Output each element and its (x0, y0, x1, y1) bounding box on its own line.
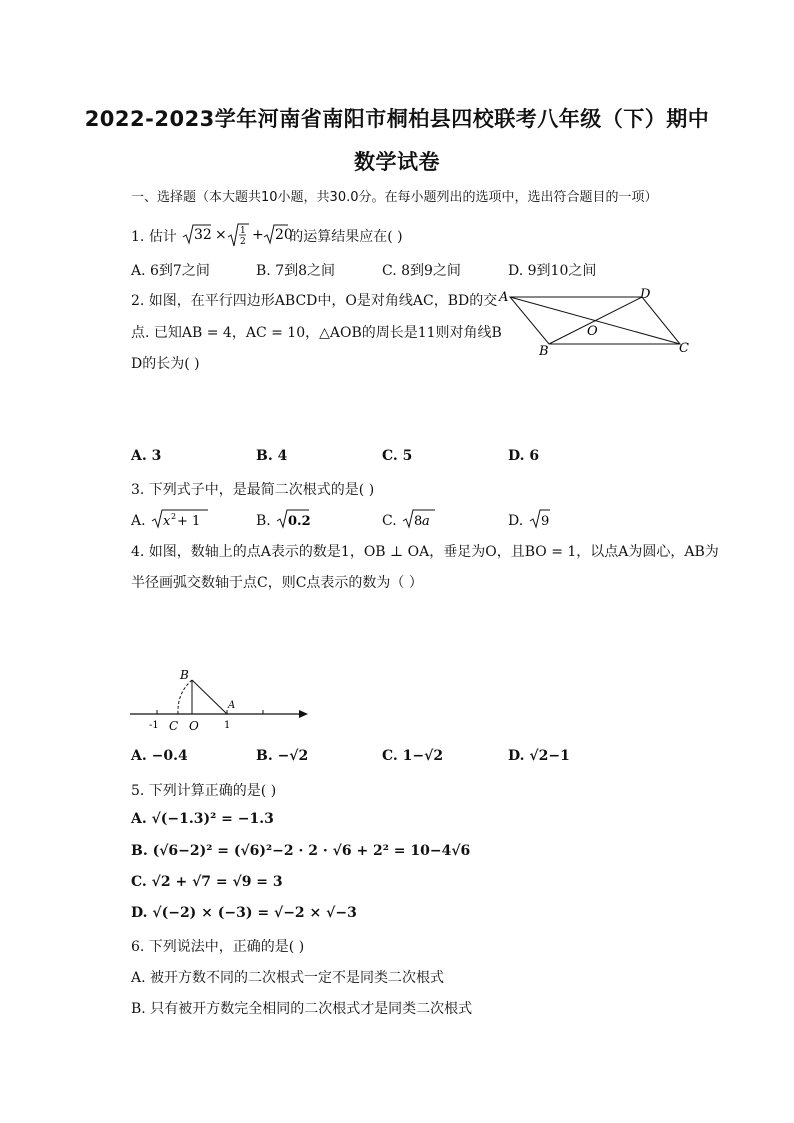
q4-option-c[interactable]: C. 1−√2 (382, 748, 444, 764)
svg-text:a: a (422, 514, 430, 529)
q6-option-b[interactable]: B. 只有被开方数完全相同的二次根式才是同类二次根式 (131, 1001, 473, 1017)
q3-option-c[interactable]: C. 8 a (382, 509, 437, 531)
q2-option-b[interactable]: B. 4 (256, 448, 288, 464)
q2-line2: 点. 已知AB = 4，AC = 10，△AOB的周长是11则对角线B (131, 325, 502, 341)
svg-text:+: + (252, 227, 264, 243)
sqrt-9 (528, 509, 552, 531)
q1-option-c[interactable]: C. 8到9之间 (382, 263, 461, 279)
question-5: 5. 下列计算正确的是( ) (131, 783, 277, 799)
q4-line2: 半径画弧交数轴于点C，则C点表示的数为（ ） (131, 575, 423, 591)
q5-option-d[interactable]: D. √(−2) × (−3) = √−2 × √−3 (131, 905, 357, 921)
label-c: C (679, 341, 689, 356)
q4-line1: 4. 如图，数轴上的点A表示的数是1，OB ⊥ OA，垂足为O，且BO = 1，以点A为圆心，AB为 (131, 544, 719, 560)
q5-option-a[interactable]: A. √(−1.3)² = −1.3 (131, 811, 274, 827)
label-o: O (587, 324, 598, 339)
q6-option-a[interactable]: A. 被开方数不同的二次根式一定不是同类二次根式 (131, 970, 445, 986)
section-heading: 一、选择题（本大题共10小题，共30.0分。在每小题列出的选项中，选出符合题目的一项） (131, 190, 658, 205)
svg-text:9: 9 (540, 514, 549, 529)
q1-expression (181, 223, 294, 249)
exam-title-line1: 2022-2023学年河南省南阳市桐柏县四校联考八年级（下）期中 (84, 107, 710, 131)
q5-option-b[interactable]: B. (√6−2)² = (√6)²−2 · 2 · √6 + 2² = 10−4√6 (131, 843, 471, 859)
tick-1: 1 (224, 720, 231, 731)
q1-option-a[interactable]: A. 6到7之间 (131, 263, 210, 279)
q2-option-d[interactable]: D. 6 (508, 448, 540, 464)
tick-minus-1: -1 (149, 720, 159, 731)
q1-option-b[interactable]: B. 7到8之间 (256, 263, 336, 279)
svg-text:20: 20 (275, 227, 294, 243)
q1-number: 1. (131, 229, 145, 245)
svg-text:+ 1: + 1 (177, 514, 201, 529)
question-3: 3. 下列式子中，是最简二次根式的是( ) (131, 482, 375, 498)
number-line-figure (125, 663, 315, 738)
sqrt-x2-plus-1 (150, 509, 210, 531)
svg-text:32: 32 (194, 227, 213, 243)
svg-text:×: × (215, 227, 227, 243)
label-d: D (640, 287, 651, 302)
question-6: 6. 下列说法中，正确的是( ) (131, 939, 305, 955)
sqrt-0-2 (275, 509, 311, 531)
q3-option-d[interactable]: D. 9 (508, 509, 552, 531)
q5-option-c[interactable]: C. √2 + √7 = √9 = 3 (131, 874, 283, 890)
q1-prefix: 估计 (148, 229, 177, 245)
label-b-point: B (180, 668, 189, 682)
question-1 (131, 223, 403, 249)
q3-option-b[interactable]: B. 0.2 (256, 509, 311, 531)
q2-option-c[interactable]: C. 5 (382, 448, 413, 464)
label-o-point: O (189, 719, 199, 733)
q2-option-a[interactable]: A. 3 (131, 448, 162, 464)
parallelogram-figure (495, 285, 695, 360)
q4-option-b[interactable]: B. −√2 (256, 748, 309, 764)
exam-title-line2: 数学试卷 (354, 150, 440, 174)
label-a: A (499, 290, 509, 305)
label-c-point: C (169, 719, 179, 733)
q4-option-d[interactable]: D. √2−1 (508, 748, 570, 764)
q1-suffix: 的运算结果应在( ) (289, 229, 403, 245)
svg-text:2: 2 (240, 237, 246, 247)
q3-option-a[interactable]: A. x 2 + 1 (131, 509, 210, 531)
svg-text:2: 2 (171, 512, 177, 521)
q2-line1: 2. 如图，在平行四边形ABCD中，O是对角线AC，BD的交 (131, 293, 498, 309)
svg-text:8: 8 (414, 514, 423, 529)
svg-text:1: 1 (240, 226, 246, 236)
svg-text:0.2: 0.2 (288, 514, 311, 529)
q2-line3: D的长为( ) (131, 356, 200, 372)
q1-option-d[interactable]: D. 9到10之间 (508, 263, 597, 279)
label-b: B (539, 344, 549, 359)
svg-text:x: x (163, 514, 171, 529)
label-a-point: A (228, 700, 236, 711)
sqrt-8a (401, 509, 437, 531)
q4-option-a[interactable]: A. −0.4 (131, 748, 188, 764)
